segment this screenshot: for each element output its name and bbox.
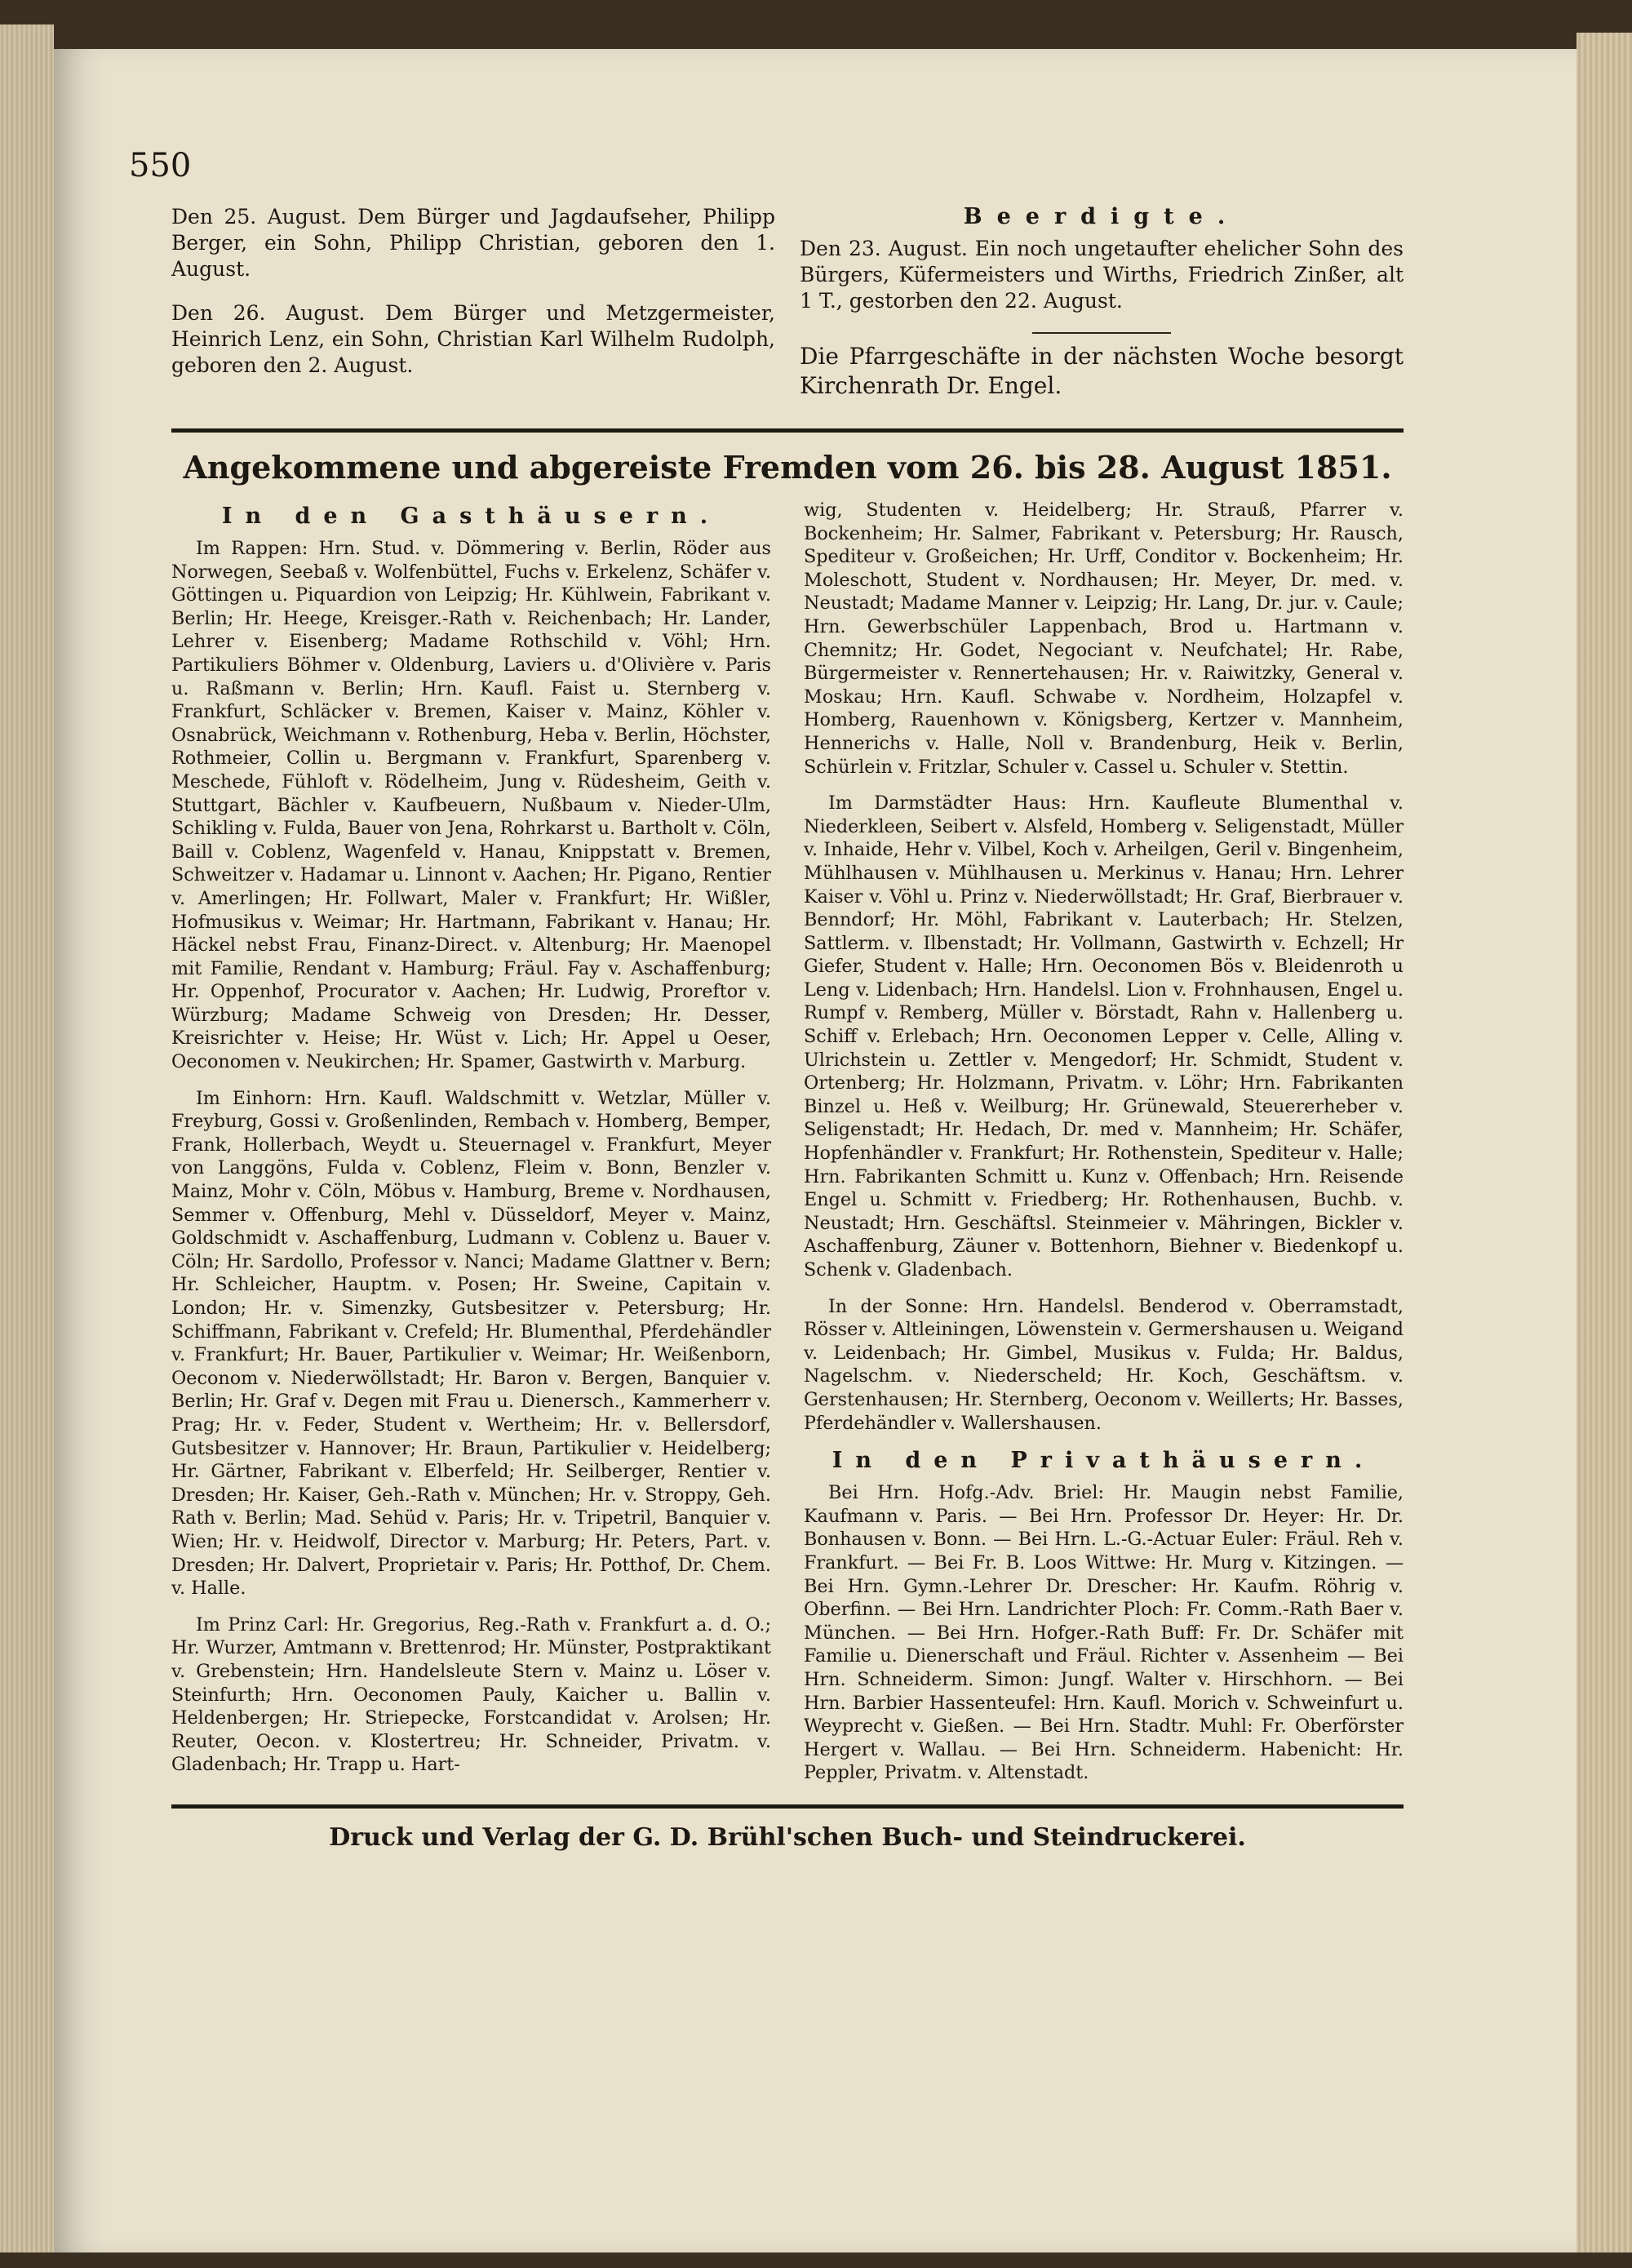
inn-entry-rappen: Im Rappen: Hrn. Stud. v. Dömmering v. Berlin, Röder aus Norwegen, Seebaß v. Wolfenbüttel, Fuchs v. Erkelenz, Schäfer v. Göttingen u. Piquardion von Leipzig; Hr. Kühlwein, Fabrikant v. Berlin; Hr. Heege, Kreisger.-Rath v. Reichenbach; Hr. Lander, Lehrer v. Eisenberg; Madame Rothschild v. Vöhl; Hrn. Partikuliers Böhmer v. Oldenburg, Laviers u. d'Olivière v. Paris u. Raßmann v. Berlin; Hrn. Kaufl. Faist u. Sternberg v. Frankfurt, Schläcker v. Bremen, Kaiser v. Mainz, Köhler v. Osnabrück, Weichmann v. Rothenburg, Heba v. Berlin, Höchster, Rothmeier, Collin u. Bergmann v. Frankfurt, Sparenberg v. Meschede, Fühloft v. Rödelheim, Jung v. Rüdesheim, Geith v. Stuttgart, Bächler v. Kaufbeuern, Nußbaum v. Nieder-Ulm, Schikling v. Fulda, Bauer von Jena, Rohrkarst u. Bartholt v. Cöln, Baill v. Coblenz, Wagenfeld v. Hanau, Knippstatt v. Bremen, Schweitzer v. Hadamar u. Linnont v. Aachen; Hr. Pigano, Rentier v. Amerlingen; Hr. Follwart, Maler v. Frankfurt; Hr. Wißler, Hofmusikus v. Weimar; Hr. Hartmann, Fabrikant v. Hanau; Hr. Häckel nebst Frau, Finanz-Direct. v. Altenburg; Hr. Maenopel mit Familie, Rendant v. Hamburg; Fräul. Fay v. Aschaffenburg; Hr. Oppenhof, Procurator v. Aachen; Hr. Ludwig, Proreftor v. Würzburg; Madame Schweig von Dresden; Hr. Desser, Kreisrichter v. Heise; Hr. Wüst v. Lich; Hr. Appel u Oeser, Oeconomen v. Neukirchen; Hr. Spamer, Gastwirth v. Marburg. (171, 538, 771, 1073)
book-edge-right (1577, 33, 1632, 2252)
top-section (171, 204, 1404, 419)
book-edge-left (0, 24, 54, 2252)
page-content (171, 204, 1404, 1852)
birth-entry-1: Den 25. August. Dem Bürger und Jagdaufseher, Philipp Berger, ein Sohn, Philipp Christian, geboren den 1. August. (171, 205, 775, 281)
burial-entry: Den 23. August. Ein noch ungetaufter ehelicher Sohn des Bürgers, Küfermeisters und Wirths, Friedrich Zinßer, alt 1 T., gestorben den 22. August. (800, 237, 1404, 313)
left-column (171, 499, 771, 1798)
arrivals-section (171, 499, 1404, 1798)
inn-entry-prinz-carl-continued: wig, Studenten v. Heidelberg; Hr. Strauß, Pfarrer v. Bockenheim; Hr. Salmer, Fabrikant v. Petersburg; Hr. Rausch, Spediteur v. Großeichen; Hr. Urff, Conditor v. Bockenheim; Hr. Moleschott, Student v. Nordhausen; Hr. Meyer, Dr. med. v. Neustadt; Madame Manner v. Leipzig; Hr. Lang, Dr. jur. v. Caule; Hrn. Gewerbschüler Lappenbach, Brod u. Hartmann v. Chemnitz; Hr. Godet, Negociant v. Neufchatel; Hr. Rabe, Bürgermeister v. Rennertehausen; Hr. v. Raiwitzky, General v. Moskau; Hrn. Kaufl. Schwabe v. Nordheim, Holzapfel v. Homberg, Rauenhown v. Königsberg, Kertzer v. Mannheim, Hennerichs v. Halle, Noll v. Brandenburg, Heik v. Berlin, Schürlein v. Fritzlar, Schuler v. Cassel u. Schuler v. Stettin. (804, 499, 1404, 778)
imprint: Druck und Verlag der G. D. Brühl'schen Buch- und Steindruckerei. (329, 1822, 1246, 1852)
bottom-divider (171, 1804, 1404, 1809)
title-divider (171, 428, 1404, 433)
private-houses-entry: Bei Hrn. Hofg.-Adv. Briel: Hr. Maugin nebst Familie, Kaufmann v. Paris. — Bei Hrn. Professor Dr. Heyer: Hr. Dr. Bonhausen v. Bonn. — Bei Hrn. L.-G.-Actuar Euler: Fräul. Reh v. Frankfurt. — Bei Fr. B. Loos Wittwe: Hr. Murg v. Kitzingen. — Bei Hrn. Gymn.-Lehrer Dr. Drescher: Hr. Kaufm. Röhrig v. Oberfinn. — Bei Hrn. Landrichter Ploch: Fr. Comm.-Rath Baer v. München. — Bei Hrn. Hofger.-Rath Buff: Fr. Dr. Schäfer mit Familie u. Dienerschaft und Fräul. Richter v. Assenheim — Bei Hrn. Schneiderm. Simon: Jungf. Walter v. Hirschhorn. — Bei Hrn. Barbier Hassenteufel: Hrn. Kaufl. Morich v. Schweinfurt u. Weyprecht v. Gießen. — Bei Hrn. Stadtr. Muhl: Fr. Oberförster Hergert v. Wallau. — Bei Hrn. Schneiderm. Habenicht: Hr. Peppler, Privatm. v. Altenstadt. (804, 1482, 1404, 1784)
inn-entry-sonne: In der Sonne: Hrn. Handelsl. Benderod v. Oberramstadt, Rösser v. Altleiningen, Löwenstein v. Germershausen u. Weigand v. Leidenbach; Hr. Gimbel, Musikus v. Fulda; Hr. Baldus, Nagelschm. v. Niederscheld; Hr. Koch, Geschäftsm. v. Gerstenhausen; Hr. Sternberg, Oeconom v. Weillerts; Hr. Basses, Pferdehändler v. Wallershausen. (804, 1295, 1404, 1434)
page-number: 550 (129, 147, 192, 184)
burials-heading: Beerdigte. (963, 204, 1240, 229)
births-column (171, 204, 775, 419)
parish-notice: Die Pfarrgeschäfte in der nächsten Woche besorgt Kirchenrath Dr. Engel. (800, 343, 1404, 399)
burials-column (800, 204, 1404, 419)
private-houses-heading: In den Privathäusern. (832, 1448, 1376, 1474)
inn-entry-darmstaedter-haus: Im Darmstädter Haus: Hrn. Kaufleute Blumenthal v. Niederkleen, Seibert v. Alsfeld, Homberg v. Seligenstadt, Müller v. Inhaide, Hehr v. Vilbel, Koch v. Arheilgen, Geril v. Bingenheim, Mühlhausen v. Mühlhausen u. Merkinus v. Hanau; Hrn. Lehrer Kaiser v. Vöhl u. Prinz v. Niederwöllstadt; Hr. Graf, Bierbrauer v. Benndorf; Hr. Möhl, Fabrikant v. Lauterbach; Hr. Stelzen, Sattlerm. v. Ilbenstadt; Hr. Vollmann, Gastwirth v. Echzell; Hr Giefer, Student v. Halle; Hrn. Oeconomen Bös v. Bleidenroth u Leng v. Lidenbach; Hrn. Handelsl. Lion v. Frohnhausen, Engel u. Rumpf v. Remberg, Müller v. Börstadt, Rahn v. Hallenberg u. Schiff v. Erlebach; Hrn. Oeconomen Lepper v. Celle, Alling v. Ulrichstein u. Zettler v. Mengedorf; Hr. Schmidt, Student v. Ortenberg; Hr. Holzmann, Privatm. v. Löhr; Hrn. Fabrikanten Binzel u. Heß v. Weilburg; Hr. Grünewald, Steuererheber v. Seligenstadt; Hr. Hedach, Dr. med v. Mannheim; Hr. Schäfer, Hopfenhändler v. Frankfurt; Hr. Rothenstein, Spediteur v. Halle; Hrn. Fabrikanten Schmitt u. Kunz v. Offenbach; Hrn. Reisende Engel u. Schmitt v. Friedberg; Hr. Rothenhausen, Buchb. v. Neustadt; Hrn. Geschäftsl. Steinmeier v. Mähringen, Bickler v. Aschaffenburg, Zäuner v. Bottenhorn, Biehner v. Biedenkopf u. Schenk v. Gladenbach. (804, 792, 1404, 1280)
short-divider (1032, 332, 1171, 334)
page-title: Angekommene und abgereiste Fremden vom 26. bis 28. August 1851. (183, 449, 1392, 486)
inn-entry-einhorn: Im Einhorn: Hrn. Kaufl. Waldschmitt v. Wetzlar, Müller v. Freyburg, Gossi v. Großenlinden, Rembach v. Homberg, Bemper, Frank, Hollerbach, Weydt u. Steuernagel v. Frankfurt, Meyer von Langgöns, Fulda v. Coblenz, Fleim v. Bonn, Benzler v. Mainz, Mohr v. Cöln, Möbus v. Hamburg, Breme v. Nordhausen, Semmer v. Offenburg, Mehl v. Düsseldorf, Meyer v. Mainz, Goldschmidt v. Aschaffenburg, Ludmann v. Coblenz u. Bauer v. Cöln; Hr. Sardollo, Professor v. Nanci; Madame Glattner v. Bern; Hr. Schleicher, Hauptm. v. Posen; Hr. Sweine, Capitain v. London; Hr. v. Simenzky, Gutsbesitzer v. Petersburg; Hr. Schiffmann, Fabrikant v. Crefeld; Hr. Blumenthal, Pferdehändler v. Frankfurt; Hr. Bauer, Partikulier v. Weimar; Hr. Weißenborn, Oeconom v. Niederwöllstadt; Hr. Baron v. Bergen, Banquier v. Berlin; Hr. Graf v. Degen mit Frau u. Dienersch., Kammerherr v. Prag; Hr. v. Feder, Student v. Wertheim; Hr. v. Bellersdorf, Gutsbesitzer v. Hannover; Hr. Braun, Partikulier v. Heidelberg; Hr. Gärtner, Fabrikant v. Elberfeld; Hr. Seilberger, Rentier v. Dresden; Hr. Kaiser, Geh.-Rath v. München; Hr. v. Stroppy, Geh. Rath v. Berlin; Mad. Sehüd v. Paris; Hr. v. Tripetril, Banquier v. Wien; Hr. v. Heidwolf, Director v. Marburg; Hr. Peters, Part. v. Dresden; Hr. Dalvert, Proprietair v. Paris; Hr. Potthof, Dr. Chem. v. Halle. (171, 1087, 771, 1600)
inn-entry-prinz-carl: Im Prinz Carl: Hr. Gregorius, Reg.-Rath v. Frankfurt a. d. O.; Hr. Wurzer, Amtmann v. Brettenrod; Hr. Münster, Postpraktikant v. Grebenstein; Hrn. Handelsleute Stern v. Mainz u. Löser v. Steinfurth; Hrn. Oeconomen Pauly, Kaicher u. Ballin v. Heldenbergen; Hr. Striepecke, Forstcandidat v. Arolsen; Hr. Reuter, Oecon. v. Klostertreu; Hr. Schneider, Privatm. v. Gladenbach; Hr. Trapp u. Hart- (171, 1613, 771, 1776)
right-column (804, 499, 1404, 1798)
inns-heading: In den Gasthäusern. (221, 504, 721, 529)
birth-entry-2: Den 26. August. Dem Bürger und Metzgermeister, Heinrich Lenz, ein Sohn, Christian Karl Wilhelm Rudolph, geboren den 2. August. (171, 301, 775, 377)
